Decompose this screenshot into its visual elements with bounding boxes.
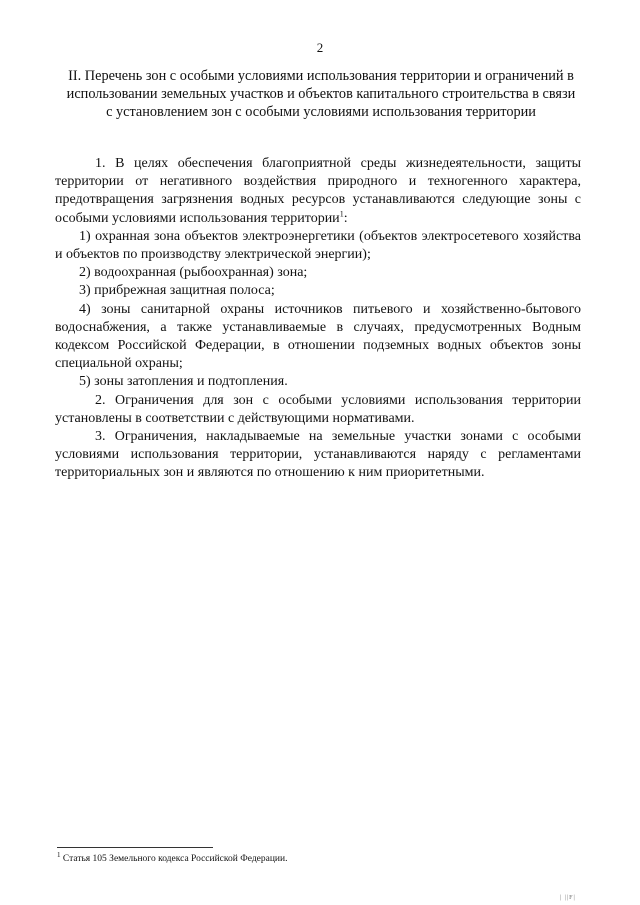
footnote-reference: 1 xyxy=(339,208,344,218)
list-item: 4) зоны санитарной охраны источников питьевого и хозяйственно-бытового водоснабжения, а также устанавливаемые в случаях, предусмотренных Водным кодексом Российской Федерации, в отношении подземных водных объектов зоны специальной охраны; xyxy=(55,301,581,372)
page-number: 2 xyxy=(316,40,324,55)
document-body xyxy=(55,155,581,483)
footnote xyxy=(57,850,288,865)
list-item: 5) зоны затопления и подтопления. xyxy=(79,374,288,390)
section-heading: II. Перечень зон с особыми условиями использования территории и ограничений в использовании земельных участков и объектов капитального строительства в связи с установлением зон с особыми условиями использования территории xyxy=(66,68,576,120)
page-corner-mark: | ||F| xyxy=(560,895,576,901)
list-item: 2) водоохранная (рыбоохранная) зона; xyxy=(79,265,308,281)
paragraph-3: 3. Ограничения, накладываемые на земельные участки зонами с особыми условиями использования территории, устанавливаются наряду с регламентами территориальных зон и являются по отношению к ним приоритетными. xyxy=(55,429,581,481)
paragraph-1 xyxy=(55,155,581,228)
footnote-marker: 1 xyxy=(57,850,61,859)
list-item: 1) охранная зона объектов электроэнергетики (объектов электросетевого хозяйства и объектов по производству электрической энергии); xyxy=(55,228,581,263)
paragraph-1-text: 1. В целях обеспечения благоприятной среды жизнедеятельности, защиты территории от негативного воздействия природного и техногенного характера, предотвращения загрязнения водных ресурсов устанавливаются следующие зоны с особыми условиями использования территории xyxy=(55,156,581,226)
paragraph-2: 2. Ограничения для зон с особыми условиями использования территории установлены в соответствии с действующими нормативами. xyxy=(55,392,581,426)
paragraph-1-suffix: : xyxy=(343,210,348,226)
list-item: 3) прибрежная защитная полоса; xyxy=(79,283,275,299)
footnote-text: Статья 105 Земельного кодекса Российской Федерации. xyxy=(62,854,288,864)
footnote-divider xyxy=(57,847,213,848)
